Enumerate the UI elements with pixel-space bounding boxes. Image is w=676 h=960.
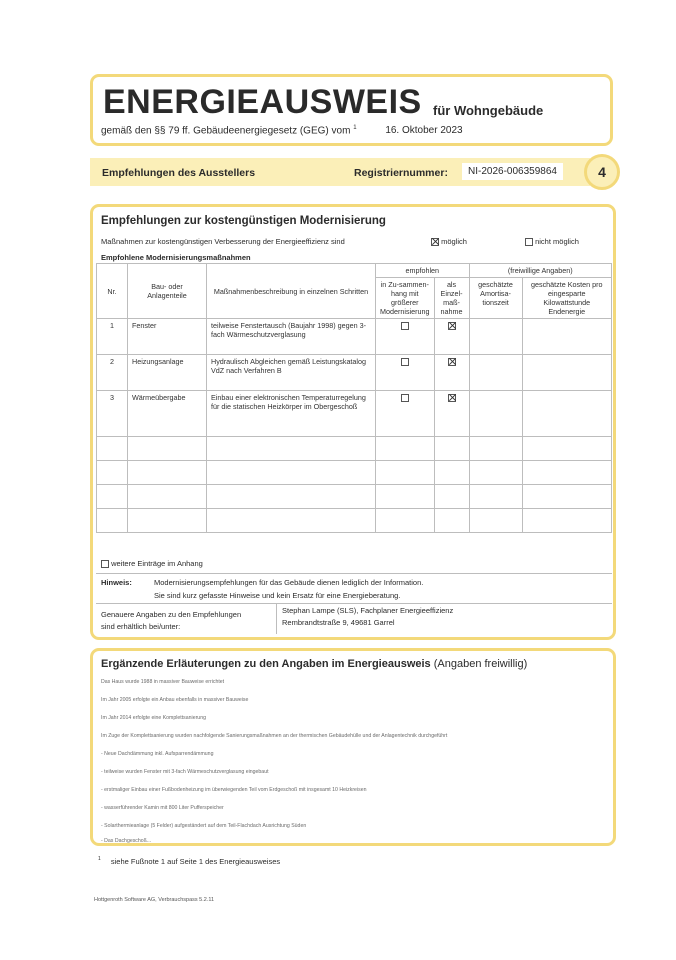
more-entries-row (101, 559, 203, 568)
issue-date: 16. Oktober 2023 (385, 125, 463, 137)
contact-label-2: sind erhältlich bei/unter: (101, 622, 181, 631)
measures-intro: Maßnahmen zur kostengünstigen Verbesserung der Energieeffizienz sind (101, 237, 345, 246)
explanation-line: - Neue Dachdämmung inkl. Aufsparrendämmung (101, 751, 214, 757)
explanation-line: Das Haus wurde 1988 in massiver Bauweise errichtet (101, 679, 225, 685)
contact-name: Stephan Lampe (SLS), Fachplaner Energieeffizienz (282, 606, 454, 615)
table-row (97, 461, 612, 485)
row-costs (522, 391, 611, 437)
option-not-possible (525, 237, 579, 246)
header-box (90, 74, 613, 146)
contact-divider (276, 604, 277, 634)
row-single-cell (434, 391, 469, 437)
document-subtitle: für Wohngebäude (433, 103, 544, 118)
table-row (97, 509, 612, 533)
option-possible (431, 237, 467, 246)
row-nr: 2 (97, 355, 128, 391)
row-description: Hydraulisch Abgleichen gemäß Leistungskatalog VdZ nach Verfahren B (207, 355, 376, 391)
row-nr: 1 (97, 319, 128, 355)
recommendations-table (96, 263, 612, 533)
more-entries-checkbox-icon (101, 560, 109, 568)
registration-number: NI-2026-006359864 (462, 163, 563, 180)
row-amortisation (469, 391, 522, 437)
combination-checkbox-icon (401, 358, 409, 366)
table-row (97, 355, 612, 391)
not-possible-checkbox-icon (525, 238, 533, 246)
note-block (96, 573, 612, 606)
row-costs (522, 319, 611, 355)
note-line-2: Sie sind kurz gefasste Hinweise und kein Ersatz für eine Energieberatung. (154, 591, 401, 600)
option-not-possible-label: nicht möglich (535, 237, 579, 246)
row-component: Wärmeübergabe (128, 391, 207, 437)
row-single-cell (434, 319, 469, 355)
explanation-line: - erstmaliger Einbau einer Fußbodenheizung im überwiegenden Teil vom Erdgeschoß mit insgesamt 10 Heizkreisen (101, 787, 367, 793)
row-combination-cell (376, 355, 435, 391)
header-optional: (freiwillige Angaben) (469, 264, 611, 278)
table-row (97, 437, 612, 461)
combination-checkbox-icon (401, 322, 409, 330)
row-description: Einbau einer elektronischen Temperaturregelung für die statischen Heizkörper im Obergeschoß (207, 391, 376, 437)
option-possible-label: möglich (441, 237, 467, 246)
table-header-row-1 (97, 264, 612, 278)
recommendations-title: Empfehlungen zur kostengünstigen Modernisierung (101, 215, 386, 227)
measures-intro-row (101, 237, 601, 246)
single-checkbox-icon (448, 394, 456, 402)
single-checkbox-icon (448, 322, 456, 330)
law-footnote-mark: 1 (353, 125, 357, 131)
explanation-line: - teilweise wurden Fenster mit 3-fach Wärmeschutzverglasung eingebaut (101, 769, 269, 775)
explanation-line: Im Jahr 2005 erfolgte ein Anbau ebenfalls in massiver Bauweise (101, 697, 249, 703)
row-combination-cell (376, 319, 435, 355)
row-nr: 3 (97, 391, 128, 437)
section-bar (90, 158, 590, 186)
explanation-line: - Solarthermieanlage (5 Felder) aufgeständert auf dem Teil-Flachdach Ausrichtung Süden (101, 823, 307, 829)
possible-checkbox-icon (431, 238, 439, 246)
note-line-1: Modernisierungsempfehlungen für das Gebäude dienen lediglich der Information. (154, 578, 424, 587)
explanation-line: - Das Dachgeschoß... (101, 838, 152, 844)
combination-checkbox-icon (401, 394, 409, 402)
contact-block (96, 603, 612, 634)
header-in-combination: in Zu-sammen-hang mit größerer Modernisierung (376, 278, 435, 319)
row-amortisation (469, 355, 522, 391)
explanation-line: - wasserführender Kamin mit 800 Liter Pufferspeicher (101, 805, 224, 811)
recommendations-box (90, 204, 616, 640)
header-amortisation: geschätzte Amortisa-tionszeit (469, 278, 522, 319)
footnote-mark: 1 (98, 856, 101, 862)
law-text: gemäß den §§ 79 ff. Gebäudeenergiegesetz (GEG) vom (101, 125, 351, 137)
document-title: ENERGIEAUSWEIS (103, 83, 422, 121)
row-combination-cell (376, 391, 435, 437)
explanation-line: Im Jahr 2014 erfolgte eine Komplettsanierung (101, 715, 206, 721)
header-recommended: empfohlen (376, 264, 470, 278)
law-line (101, 125, 463, 136)
header-nr: Nr. (97, 264, 128, 319)
contact-address: Rembrandtstraße 9, 49681 Garrel (282, 618, 395, 627)
single-checkbox-icon (448, 358, 456, 366)
header-component: Bau- oder Anlagenteile (128, 264, 207, 319)
explanation-line: Im Zuge der Komplettsanierung wurden nachfolgende Sanierungsmaßnahmen an der thermischen Gebäudehülle und der Anlagentechnik durchgeführt (101, 733, 448, 739)
footnote-text: siehe Fußnote 1 auf Seite 1 des Energieausweises (110, 856, 281, 866)
row-amortisation (469, 319, 522, 355)
row-description: teilweise Fenstertausch (Baujahr 1998) gegen 3-fach Wärmeschutzverglasung (207, 319, 376, 355)
explanations-title-row (101, 658, 527, 670)
table-row (97, 319, 612, 355)
explanations-box (90, 648, 616, 846)
registration-label: Registriernummer: (354, 167, 448, 179)
footnote (98, 856, 280, 866)
header-costs: geschätzte Kosten pro eingesparte Kilowattstunde Endenergie (522, 278, 611, 319)
contact-label-1: Genauere Angaben zu den Empfehlungen (101, 610, 242, 619)
row-single-cell (434, 355, 469, 391)
row-costs (522, 355, 611, 391)
measures-subheading: Empfohlene Modernisierungsmaßnahmen (101, 253, 251, 262)
explanations-title: Ergänzende Erläuterungen zu den Angaben im Energieausweis (101, 658, 431, 670)
explanations-title-suffix: (Angaben freiwillig) (433, 658, 528, 670)
software-credit: Hottgenroth Software AG, Verbrauchspass 5.2.11 (94, 897, 215, 903)
header-description: Maßnahmenbeschreibung in einzelnen Schritten (207, 264, 376, 319)
page-number-badge: 4 (584, 154, 620, 190)
row-component: Fenster (128, 319, 207, 355)
row-component: Heizungsanlage (128, 355, 207, 391)
header-single: als Einzel-maß-nahme (434, 278, 469, 319)
table-row (97, 391, 612, 437)
table-row (97, 485, 612, 509)
note-label: Hinweis: (101, 578, 132, 587)
more-entries-label: weitere Einträge im Anhang (111, 559, 203, 568)
section-label: Empfehlungen des Ausstellers (102, 167, 256, 179)
